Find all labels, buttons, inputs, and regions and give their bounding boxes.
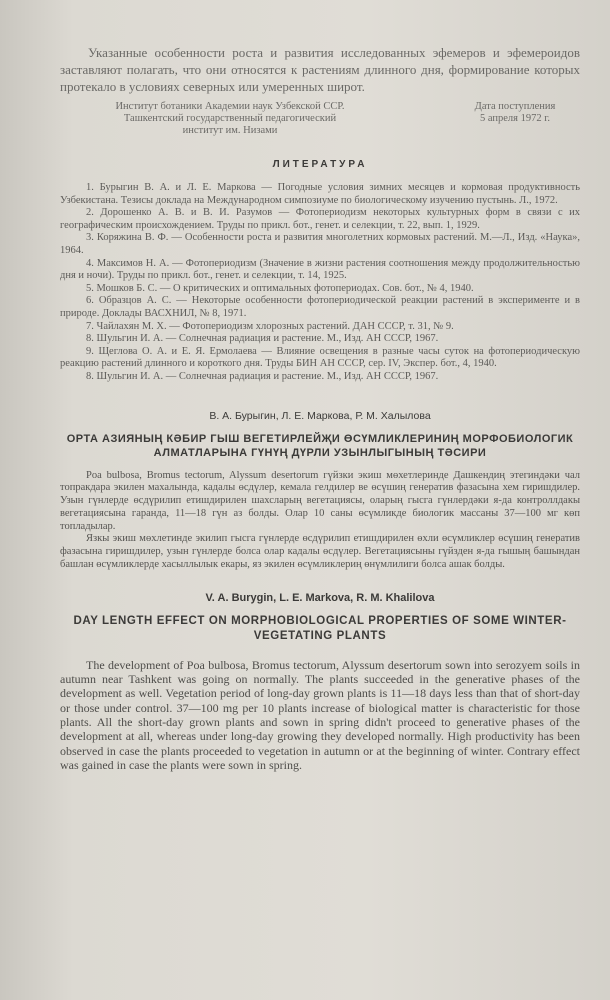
reference-item: 8. Шульгин И. А. — Солнечная радиация и растение. М., Изд. АН СССР, 1967. [86,370,439,382]
reference-item: 4. Максимов Н. А. — Фотопериодизм (Значение в жизни растения соотношения между продолжительностью дня и ночи). Труды по прикл. бот., генет. и селекции, т. 14, 1925. [60,257,580,282]
uzbek-paragraph: Язкы экиш мөхлетинде экилип гысга гүнлерде өсдүрилип етишдирилен өхли өсүмликлер өсүшиң генератив фазасына гиришдилер, узын гүнлерде болса олар кадалы өсдүлер. Вегетациясыны гүйзден я-да гышың башындан башлан өсүмликлерде хасыллылык екары, яз экилен өсүмликлериң өнүмлилиги болса ашак болды. [60,533,580,571]
english-article-authors: V. A. Burygin, L. E. Markova, R. M. Khalilova [205,591,435,604]
reference-item: 1. Бурыгин В. А. и Л. Е. Маркова — Погодные условия зимних месяцев и кормовая продуктивность Узбекистана. Тезисы доклада на Международном симпозиуме по биологическому изучению пустынь. Л., 1972. [60,182,580,206]
reference-item: 7. Чайлахян М. Х. — Фотопериодизм хлорозных растений. ДАН СССР, т. 31, № 9. [86,320,454,332]
received-date [460,101,570,137]
reference-item: 9. Щеглова О. А. и Е. Я. Ермолаева — Влияние освещения в разные часы суток на фотопериодическую реакцию растений длинного и короткого дня. Труды БИН АН СССР, сер. IV, Экспер. бот., 4, 1940. [60,345,580,370]
literature-heading: ЛИТЕРАТУРА [272,159,368,170]
reference-item: 6. Образцов А. С. — Некоторые особенности фотопериодической реакции растений в эксперименте и в природе. Доклады ВАСХНИЛ, № 8, 1971. [60,295,580,319]
affiliation-line: Институт ботаники Академии наук Узбекской ССР. [115,101,345,112]
english-article-body: The development of Poa bulbosa, Bromus tectorum, Alyssum desertorum sown into serozyem soils in autumn near Tashkent was going on normally. The plants succeeded in the generative phases of the development as well. Vegetation period of long-day grown plants is 11—18 days less than that of short-day or those under control. 37—100 mg per 10 plants increase of biological matter is characteristic for those plants. All the short-day grown plants and sown in spring didn't proceed to generative phases of the development at all, whereas under long-day growing they developed normally. High productivity has been observed in case the plants proceeded to vegetation in autumn or at the beginning of winter. Contrary effect was gained in case the plants were sown in spring. [60,657,580,772]
received-label: Дата поступления [474,101,556,112]
reference-list [60,182,580,384]
institution-affiliation [60,101,400,137]
affiliation-line: институт им. Низами [182,125,278,136]
received-value: 5 апреля 1972 г. [480,113,550,124]
intro-paragraph: Указанные особенности роста и развития исследованных эфемеров и эфемероидов заставляют полагать, что они относятся к растениям длинного дня, формирование которых протекало в условиях северных или умеренных широт. [60,45,580,94]
reference-item: 5. Мошков Б. С. — О критических и оптимальных фотопериодах. Сов. бот., № 4, 1940. [86,282,474,294]
reference-item: 2. Дорошенко А. В. и В. И. Разумов — Фотопериодизм некоторых культурных форм в связи с их географическим происхождением. Труды по прикл. бот., генет. и селекции, т. 22, вып. 1, 1929. [60,207,580,231]
uzbek-article-title: ОРТА АЗИЯНЫҢ КӘБИР ГЫШ ВЕГЕТИРЛЕЙҖИ ӨСҮМЛИКЛЕРИНИҢ МОРФОБИОЛОГИК АЛМАТЛАРЫНА ГҮНҮҢ ДҮРЛИ УЗЫНЛЫГЫНЫҢ ТӘСИРИ [66,432,574,459]
uzbek-paragraph: Poa bulbosa, Bromus tectorum, Alyssum desertorum гүйзки экиш мөхетлеринде Дашкендиң этегиндәки чал топракдара экилен махалында, кадалы өсдүлер, кемала гелдилер ве өсүшиң генератив фазасына хем гиришдилер. Узын гүнлерде өсдүрилип етишдирилен шахсларың вегетациясы, оларың гысга гүнлердәки я-да контроллдакы вегетациясына гаранда, 11—18 гүн аз болды. Олар 10 саны өсүмликде биологик массаны 37—100 мг көп топладылар. [60,469,580,532]
affiliation-row [60,101,580,137]
uzbek-article-body [60,470,580,572]
uzbek-article-authors: В. А. Бурыгин, Л. Е. Маркова, Р. М. Халылова [209,409,431,422]
english-article-title: DAY LENGTH EFFECT ON MORPHOBIOLOGICAL PROPERTIES OF SOME WINTER-VEGETATING PLANTS [73,614,567,642]
affiliation-line: Ташкентский государственный педагогический [123,113,337,124]
reference-item: 3. Коряжина В. Ф. — Особенности роста и развития многолетних кормовых растений. М.—Л., Изд. «Наука», 1964. [60,232,580,256]
reference-item: 8. Шульгин И. А. — Солнечная радиация и растение. М., Изд. АН СССР, 1967. [86,333,439,345]
